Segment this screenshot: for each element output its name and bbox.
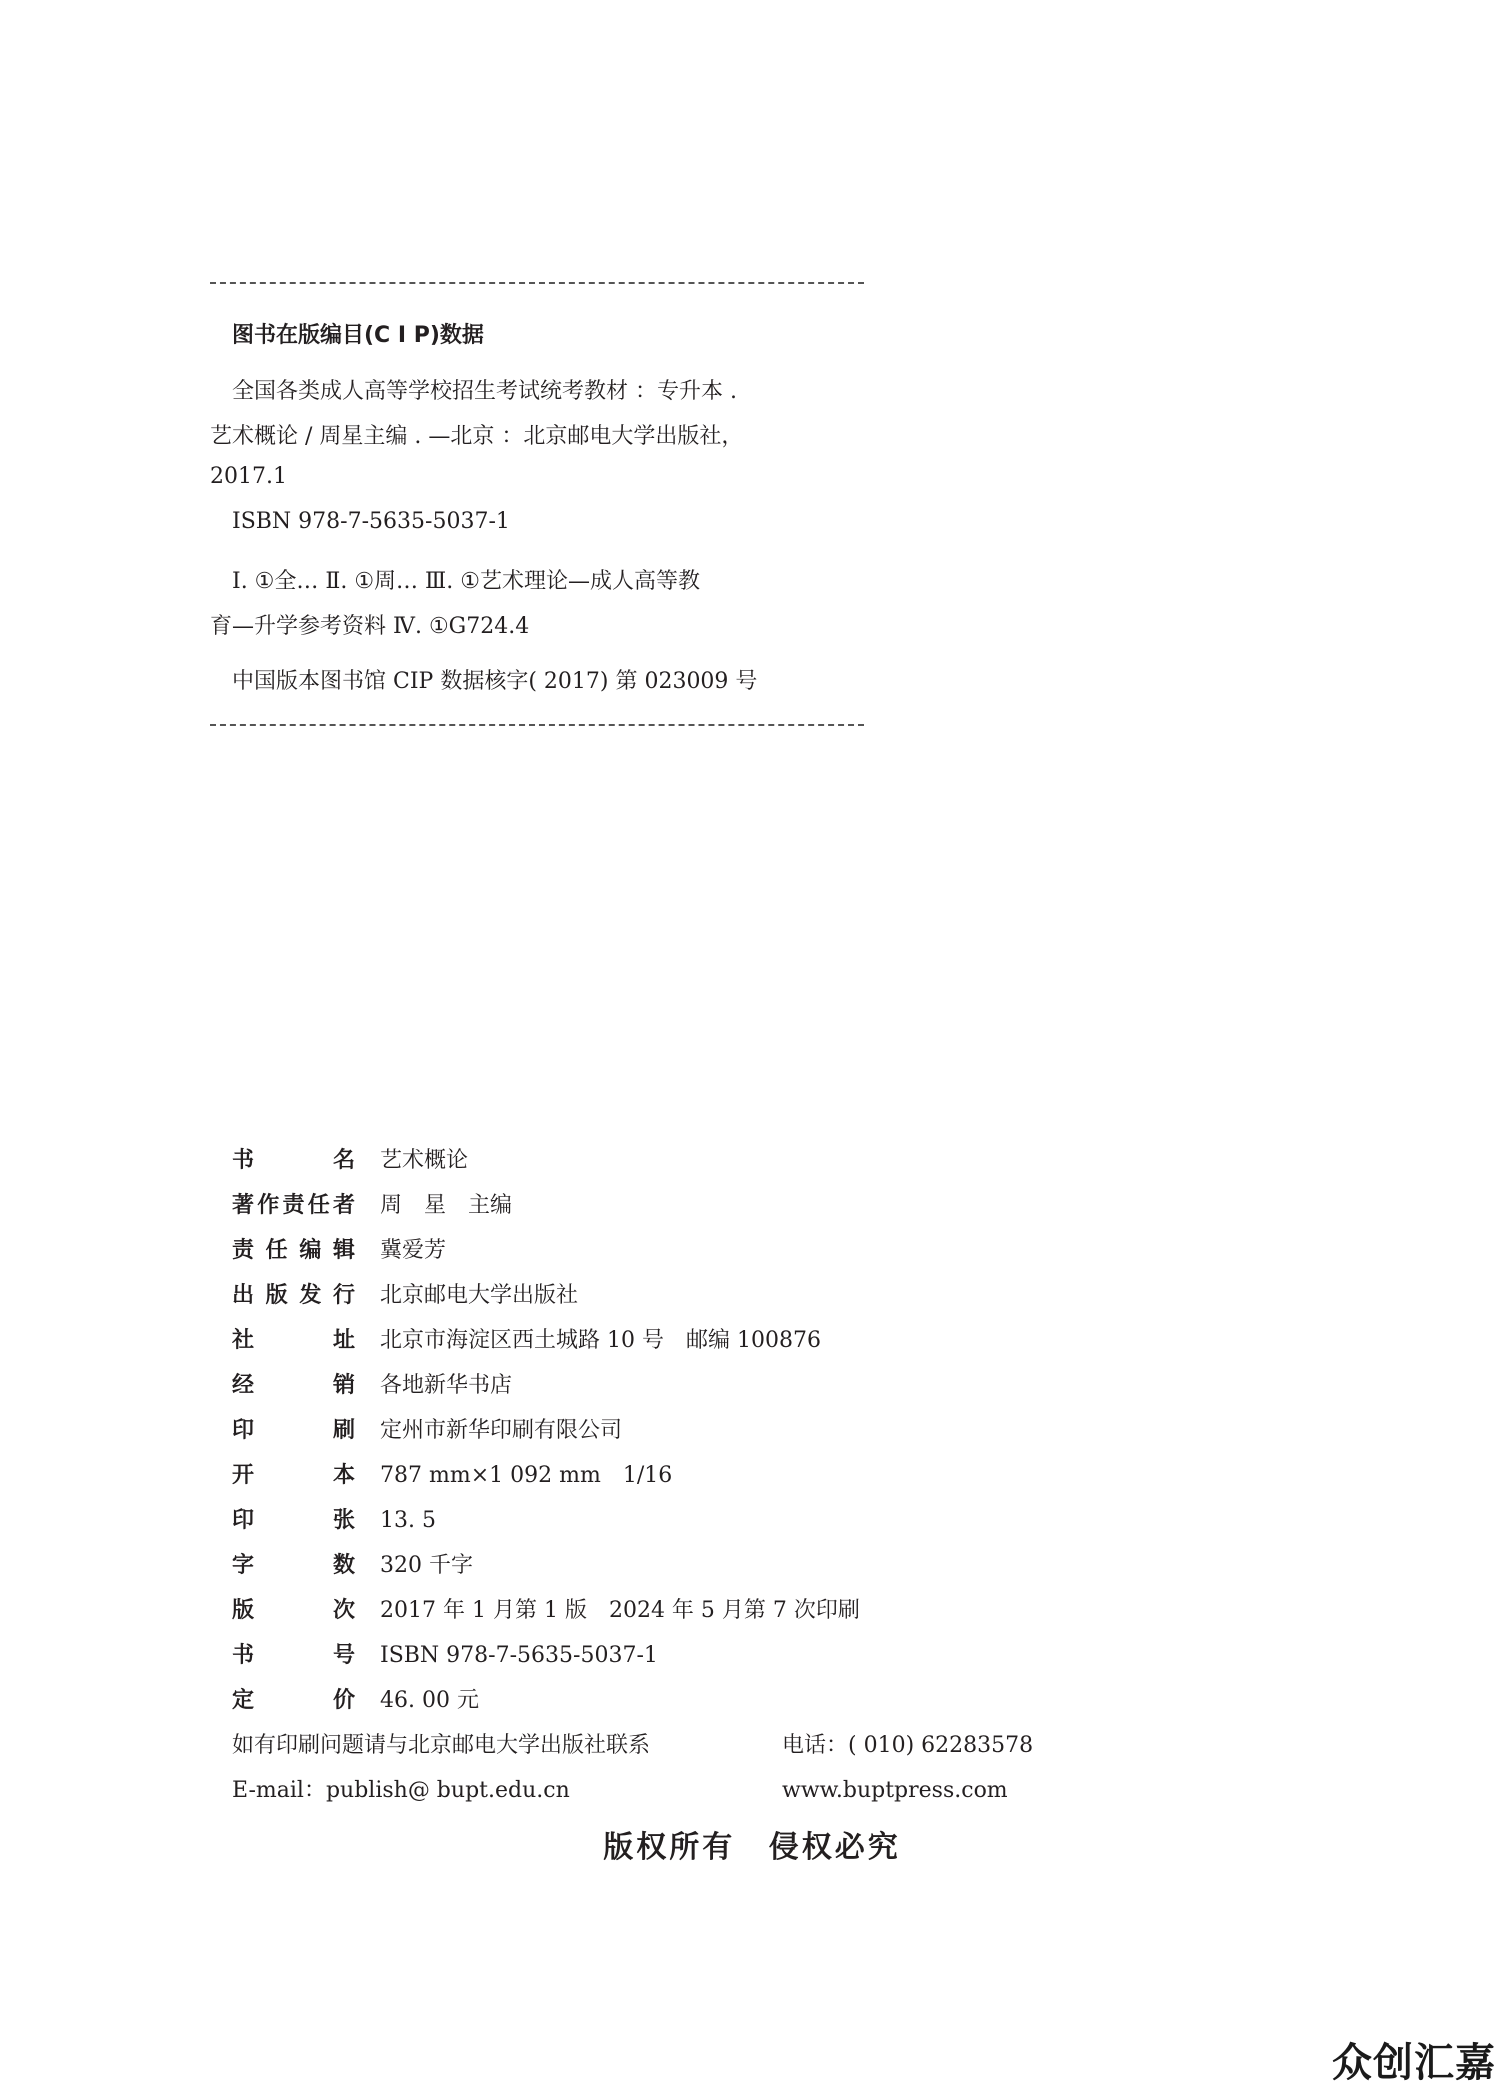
info-label: 社址 — [232, 1328, 355, 1353]
cip-top-dashed-divider — [210, 282, 864, 284]
info-label: 印张 — [232, 1508, 355, 1533]
info-row-distributor — [232, 1370, 1052, 1402]
info-label: 书号 — [232, 1643, 355, 1668]
cip-isbn-line: ISBN 978-7-5635-5037-1 — [232, 509, 510, 534]
info-label: 书名 — [232, 1148, 355, 1173]
contact-row-print-issue — [232, 1730, 1052, 1762]
info-row-price — [232, 1685, 1052, 1717]
cip-record-number-line: 中国版本图书馆 CIP 数据核字( 2017) 第 023009 号 — [232, 669, 758, 694]
info-row-address — [232, 1325, 1052, 1357]
cip-line: 艺术概论 / 周星主编 . —北京 ：北京邮电大学出版社， — [210, 424, 744, 449]
info-row-title — [232, 1145, 1052, 1177]
info-label: 出版发行 — [232, 1283, 355, 1308]
info-row-format — [232, 1460, 1052, 1492]
cip-line: 育—升学参考资料 Ⅳ. ①G724.4 — [210, 614, 530, 639]
info-value: 北京邮电大学出版社 — [380, 1283, 579, 1308]
watermark-logo: 众创汇嘉 — [1332, 2040, 1496, 2086]
info-value: 定州市新华印刷有限公司 — [380, 1418, 623, 1443]
cip-line: Ⅰ. ①全… Ⅱ. ①周… Ⅲ. ①艺术理论—成人高等教 — [232, 569, 700, 594]
info-label: 定价 — [232, 1688, 355, 1713]
print-issue-notice: 如有印刷问题请与北京邮电大学出版社联系 — [232, 1733, 651, 1758]
contact-row-online — [232, 1775, 1052, 1807]
info-row-word-count — [232, 1550, 1052, 1582]
info-row-author — [232, 1190, 1052, 1222]
cip-data-block — [210, 274, 864, 728]
info-value: 320 千字 — [380, 1553, 473, 1578]
cip-bottom-dashed-divider — [210, 724, 864, 726]
info-value: 2017 年 1 月第 1 版 2024 年 5 月第 7 次印刷 — [380, 1598, 860, 1623]
info-value: 13. 5 — [380, 1508, 436, 1533]
cip-line: 全国各类成人高等学校招生考试统考教材 ：专升本 . — [232, 379, 737, 404]
info-value: 艺术概论 — [380, 1148, 469, 1173]
info-row-edition — [232, 1595, 1052, 1627]
copyright-notice: 版权所有 侵权必究 — [603, 1830, 901, 1865]
info-row-sheets — [232, 1505, 1052, 1537]
info-row-printer — [232, 1415, 1052, 1447]
info-value: 各地新华书店 — [380, 1373, 513, 1398]
info-row-isbn — [232, 1640, 1052, 1672]
info-value: ISBN 978-7-5635-5037-1 — [380, 1643, 658, 1668]
info-row-editor — [232, 1235, 1052, 1267]
info-label: 开本 — [232, 1463, 355, 1488]
cip-heading: 图书在版编目(C I P)数据 — [232, 323, 484, 348]
info-label: 版次 — [232, 1598, 355, 1623]
info-value: 冀爱芳 — [380, 1238, 447, 1263]
info-value: 787 mm×1 092 mm 1/16 — [380, 1463, 673, 1488]
contact-email: E-mail：publish@ bupt.edu.cn — [232, 1778, 570, 1803]
publisher-website: www.buptpress.com — [782, 1778, 1008, 1803]
info-label: 著作责任者 — [232, 1193, 355, 1218]
contact-phone: 电话：( 010) 62283578 — [782, 1733, 1034, 1758]
info-value: 46. 00 元 — [380, 1688, 479, 1713]
info-row-publisher — [232, 1280, 1052, 1312]
cip-line: 2017.1 — [210, 464, 287, 489]
info-value: 周 星 主编 — [380, 1193, 513, 1218]
info-label: 经销 — [232, 1373, 355, 1398]
info-label: 字数 — [232, 1553, 355, 1578]
info-label: 印刷 — [232, 1418, 355, 1443]
info-value: 北京市海淀区西土城路 10 号 邮编 100876 — [380, 1328, 821, 1353]
info-label: 责任编辑 — [232, 1238, 355, 1263]
